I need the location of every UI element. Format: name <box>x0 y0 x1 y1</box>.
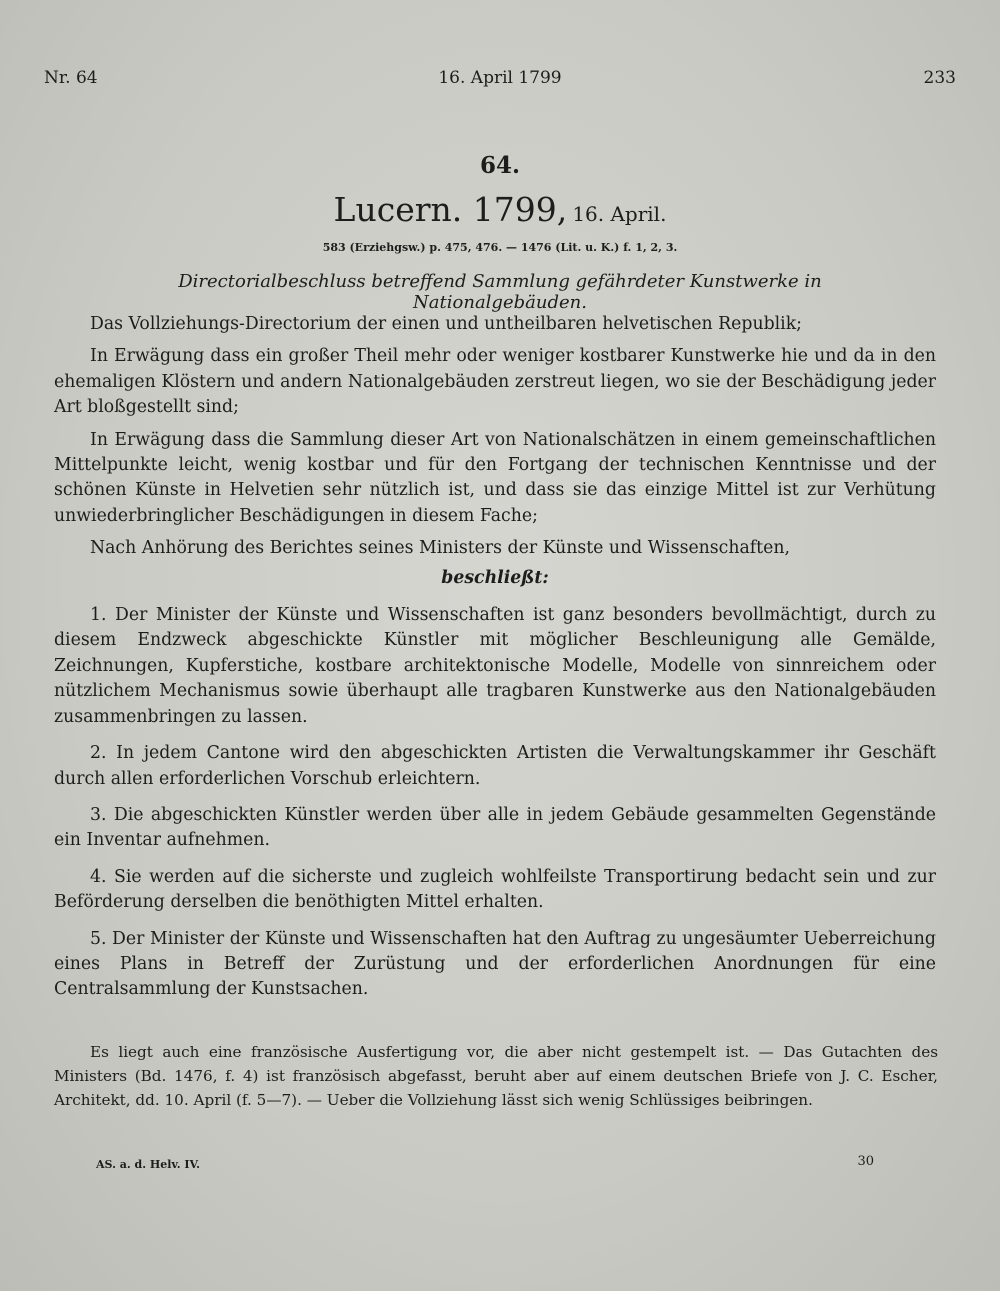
decides-heading: beschließt: <box>441 567 549 588</box>
header-number: Nr. 64 <box>44 68 98 88</box>
article-4: 4. Sie werden auf die sicherste und zugleich wohlfeilste Transportirung bedacht sein und zur Beförderung derselben die benöthigten Mittel erhalten. <box>54 866 936 913</box>
paragraph-considering-1: In Erwägung dass ein großer Theil mehr oder weniger kostbarer Kunstwerke hie und da in den ehemaligen Klöstern und andern Nationalgebäuden zerstreut liegen, wo sie der Beschädigung jeder Art bloßgestellt sind; <box>54 346 936 418</box>
paragraph-considering-2: In Erwägung dass die Sammlung dieser Art von Nationalschätzen in einem gemeinschaftlichen Mittelpunkte leicht, wenig kostbar und für den Fortgang der technischen Kenntnisse und der schönen Künste in Helvetien sehr nützlich ist, und dass sie das einzige Mittel ist zur Verhütung unwiederbringlicher Beschädigungen in diesem Fache; <box>54 429 936 526</box>
paragraph-preamble: Das Vollziehungs-Directorium der einen und untheilbaren helvetischen Republik; <box>90 314 802 334</box>
article-3: 3. Die abgeschickten Künstler werden über alle in jedem Gebäude gesammelten Gegenstände ein Inventar aufnehmen. <box>54 804 936 851</box>
footer-signature: AS. a. d. Helv. IV. <box>96 1158 200 1171</box>
editorial-note-text: Es liegt auch eine französische Ausfertigung vor, die aber nicht gestempelt ist. — Das Gutachten des Ministers (Bd. 1476, f. 4) ist französisch abgefasst, beruht aber auf einem deutschen Briefe von J. C. Escher, Architekt, dd. 10. April (f. 5—7). — Ueber die Vollziehung lässt sich wenig Schlüssiges beibringen. <box>54 1043 938 1109</box>
article-2: 2. In jedem Cantone wird den abgeschickten Artisten die Verwaltungskammer ihr Geschäft durch allen erforderlichen Vorschub erleichtern. <box>54 743 936 789</box>
article-1: 1. Der Minister der Künste und Wissenschaften ist ganz besonders bevollmächtigt, durch zu diesem Endzweck abgeschickte Künstler mit möglicher Beschleunigung alle Gemälde, Zeichnungen, Kupferstiche, kostbare architektonische Modelle, Modelle von sinnreichem oder nützlichem Mechanismus sowie überhaupt alle tragbaren Kunstwerke aus den Nationalgebäuden zusammenbringen zu lassen. <box>54 605 936 727</box>
running-header <box>44 68 956 98</box>
place-date-line <box>0 190 1000 229</box>
archive-references: 583 (Erziehgsw.) p. 475, 476. — 1476 (Lit. u. K.) f. 1, 2, 3. <box>322 241 678 254</box>
document-title: Directorialbeschluss betreffend Sammlung gefährdeter Kunstwerke in Nationalgebäuden. <box>178 271 822 313</box>
footer-sheet-number: 30 <box>857 1154 874 1169</box>
paragraph-hearing: Nach Anhörung des Berichtes seines Ministers der Künste und Wissenschaften, <box>90 538 790 559</box>
page-number: 233 <box>923 68 956 88</box>
editorial-note <box>54 1040 938 1112</box>
document-date: 16. April. <box>572 202 667 226</box>
document-body <box>54 312 936 1003</box>
header-date: 16. April 1799 <box>438 68 562 88</box>
place-year: Lucern. 1799, <box>333 190 568 229</box>
article-5: 5. Der Minister der Künste und Wissenschaften hat den Auftrag zu ungesäumter Ueberreichung eines Plans in Betreff der Zurüstung und der erforderlichen Anordnungen für eine Centralsammlung der Kunstsachen. <box>54 928 936 1000</box>
document-number: 64. <box>479 152 520 179</box>
